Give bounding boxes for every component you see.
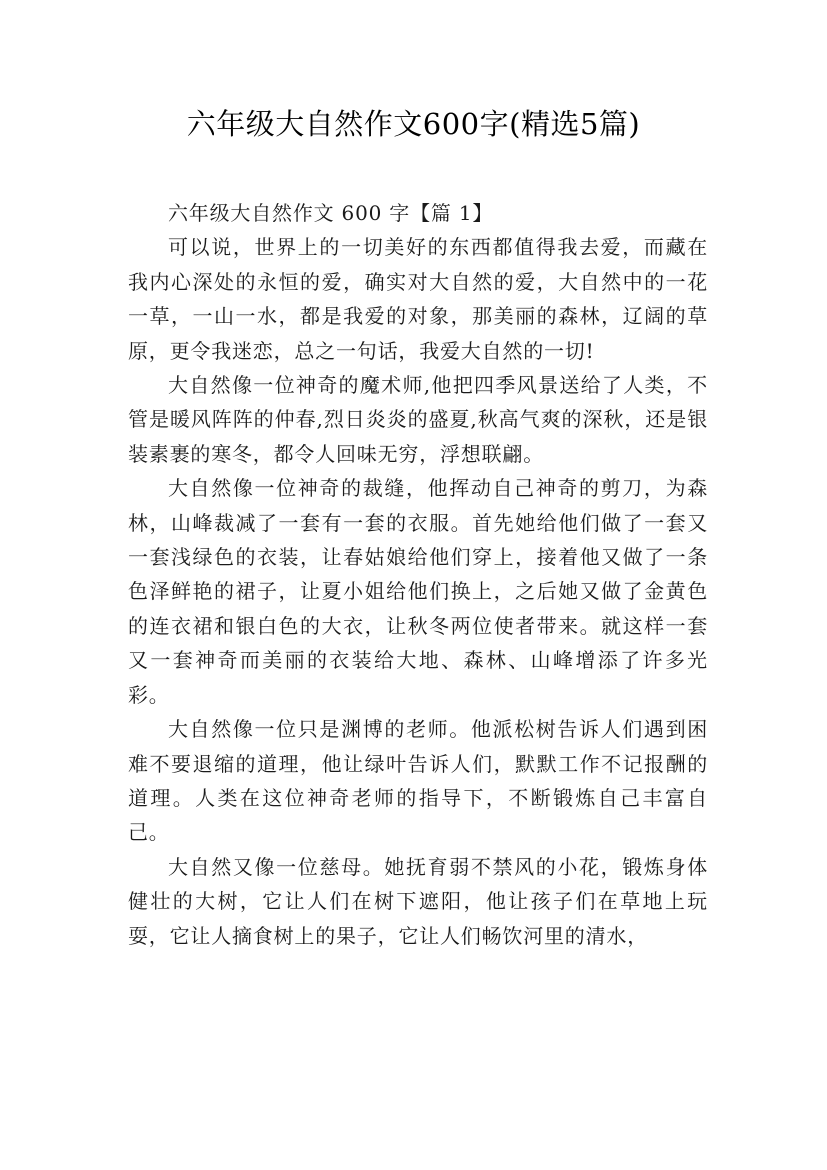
paragraph-3: 大自然像一位神奇的裁缝，他挥动自己神奇的剪刀，为森林，山峰裁减了一套有一套的衣服。首先她给他们做了一套又一套浅绿色的衣装，让春姑娘给他们穿上，接着他又做了一条色泽鲜艳的裙子，让夏小姐给他们换上，之后她又做了金黄色的连衣裙和银白色的大衣，让秋冬两位使者带来。就这样一套又一套神奇而美丽的衣装给大地、森林、山峰增添了许多光彩。	[128, 476, 708, 707]
paragraph-1: 可以说，世界上的一切美好的东西都值得我去爱，而藏在我内心深处的永恒的爱，确实对大自然的爱，大自然中的一花一草，一山一水，都是我爱的对象，那美丽的森林，辽阔的草原，更令我迷恋，总之一句话，我爱大自然的一切!	[128, 235, 708, 363]
paragraph-5: 大自然又像一位慈母。她抚育弱不禁风的小花，锻炼身体健壮的大树，它让人们在树下遮阳，他让孩子们在草地上玩耍，它让人摘食树上的果子，它让人们畅饮河里的清水，	[128, 854, 708, 948]
document-title: 六年级大自然作文600字(精选5篇)	[186, 107, 641, 141]
paragraph-2: 大自然像一位神奇的魔术师,他把四季风景送给了人类，不管是暖风阵阵的仲春,烈日炎炎的盛夏,秋高气爽的深秋，还是银装素裹的寒冬，都令人回味无穷，浮想联翩。	[128, 373, 708, 466]
section-heading: 六年级大自然作文 600 字【篇 1】	[168, 201, 494, 225]
document-body	[128, 196, 708, 953]
paragraph-4: 大自然像一位只是渊博的老师。他派松树告诉人们遇到困难不要退缩的道理，他让绿叶告诉人们，默默工作不记报酬的道理。人类在这位神奇老师的指导下，不断锻炼自己丰富自己。	[128, 717, 708, 845]
